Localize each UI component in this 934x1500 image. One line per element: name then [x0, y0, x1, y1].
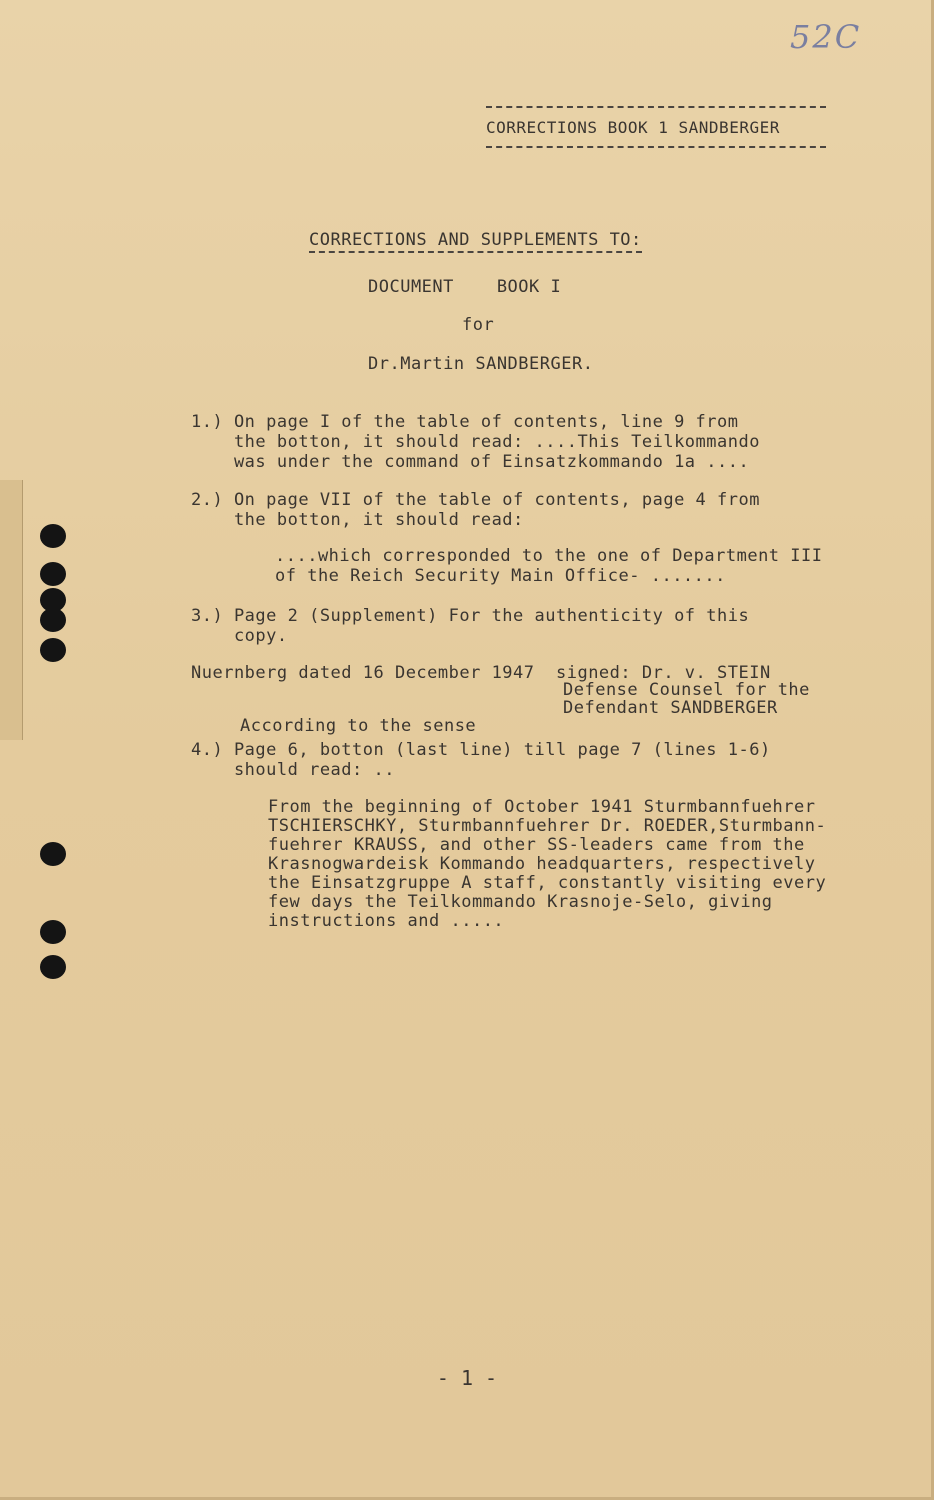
item4-quote4: Krasnogwardeisk Kommando headquarters, respectively [268, 854, 816, 874]
item4-quote1: From the beginning of October 1941 Sturmbannfuehrer [268, 797, 816, 817]
punch-hole [40, 638, 66, 662]
item4-quote6: few days the Teilkommando Krasnoje-Selo, giving [268, 892, 773, 912]
punch-hole [40, 524, 66, 548]
heading-line-4: Dr.Martin SANDBERGER. [368, 354, 594, 374]
item1-line1: 1.) On page I of the table of contents, line 9 from [191, 412, 739, 432]
signature-line1: Nuernberg dated 16 December 1947 signed: Dr. v. STEIN [191, 663, 771, 683]
punch-hole [40, 608, 66, 632]
signature-line3: Defendant SANDBERGER [563, 698, 778, 718]
item2-quote2: of the Reich Security Main Office- ....... [275, 566, 726, 586]
item4-line2: should read: .. [191, 760, 395, 780]
item2-line1: 2.) On page VII of the table of contents, page 4 from [191, 490, 760, 510]
handwritten-note: 52C [790, 18, 862, 56]
punch-hole [40, 842, 66, 866]
item4-quote5: the Einsatzgruppe A staff, constantly visiting every [268, 873, 827, 893]
item2-line2: the botton, it should read: [191, 510, 524, 530]
item4-note: According to the sense [240, 716, 477, 736]
heading-line-3: for [462, 315, 495, 335]
punch-hole [40, 920, 66, 944]
signature-line2: Defense Counsel for the [563, 680, 810, 700]
item1-line3: was under the command of Einsatzkommando 1a .... [191, 452, 750, 472]
item4-quote3: fuehrer KRAUSS, and other SS-leaders came from the [268, 835, 805, 855]
item1-line2: the botton, it should read: ....This Teilkommando [191, 432, 760, 452]
header-rule-bottom [486, 146, 826, 148]
heading-line-1: CORRECTIONS AND SUPPLEMENTS TO: [309, 230, 642, 250]
header-rule-top [486, 106, 826, 108]
punch-hole [40, 955, 66, 979]
punch-hole [40, 562, 66, 586]
item3-line1: 3.) Page 2 (Supplement) For the authenticity of this [191, 606, 750, 626]
item2-quote1: ....which corresponded to the one of Department III [275, 546, 823, 566]
heading-line-2: DOCUMENT BOOK I [368, 277, 562, 297]
page-number: - 1 - [436, 1366, 498, 1390]
header-title: CORRECTIONS BOOK 1 SANDBERGER [486, 118, 780, 137]
torn-edge [0, 480, 23, 740]
item4-quote2: TSCHIERSCHKY, Sturmbannfuehrer Dr. ROEDER,Sturmbann- [268, 816, 827, 836]
item4-line1: 4.) Page 6, botton (last line) till page 7 (lines 1-6) [191, 740, 771, 760]
item4-quote7: instructions and ..... [268, 911, 505, 931]
item3-line2: copy. [191, 626, 288, 646]
